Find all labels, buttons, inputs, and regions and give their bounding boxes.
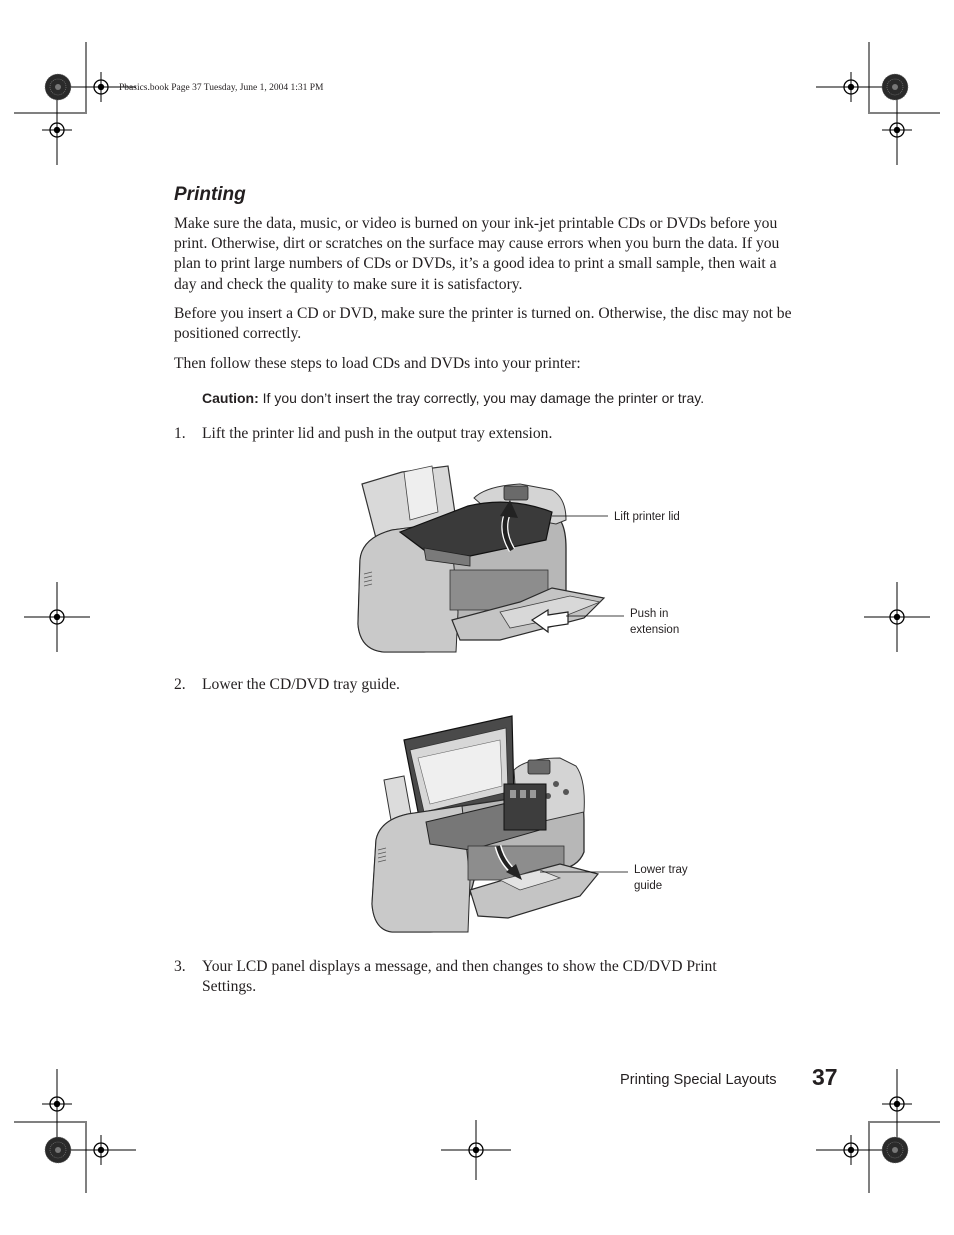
caution-text: If you don’t insert the tray correctly, you may damage the printer or tray. [262, 390, 705, 406]
slug-line: Pbasics.book Page 37 Tuesday, June 1, 2004 1:31 PM [119, 83, 324, 93]
step-text: Your LCD panel displays a message, and then changes to show the CD/DVD Print Settings. [202, 958, 717, 996]
step-number: 1. [174, 425, 186, 442]
callout-lift-printer-lid: Lift printer lid [614, 511, 680, 523]
step-number: 2. [174, 676, 186, 693]
step-text: Lower the CD/DVD tray guide. [202, 676, 400, 693]
step-3 [174, 957, 764, 1001]
callout-extension: extension [630, 624, 680, 636]
step-number: 3. [174, 958, 186, 975]
footer-section-title: Printing Special Layouts [620, 1072, 777, 1088]
paragraph-steps-intro: Then follow these steps to load CDs and DVDs into your printer: [174, 355, 581, 372]
section-heading: Printing [174, 184, 246, 205]
page-number: 37 [812, 1064, 838, 1090]
caution-label: Caution: [202, 390, 259, 406]
paragraph-turn-on: Before you insert a CD or DVD, make sure the printer is turned on. Otherwise, the disc may not be positioned correctly. [174, 305, 792, 343]
step-text: Lift the printer lid and push in the output tray extension. [202, 425, 553, 442]
callout-lower-tray: Lower tray [634, 864, 688, 876]
callout-guide: guide [634, 880, 663, 892]
paragraph-intro: Make sure the data, music, or video is burned on your ink-jet printable CDs or DVDs before you print. Otherwise, dirt or scratches on the surface may cause errors when you burn the data. If you plan to print large numbers of CDs or DVDs, it’s a good idea to print a small sample, then wait a day and check the quality to make sure it is satisfactory. [174, 215, 780, 293]
printer-illustration-2 [372, 716, 598, 932]
callout-push-in: Push in [630, 608, 669, 620]
